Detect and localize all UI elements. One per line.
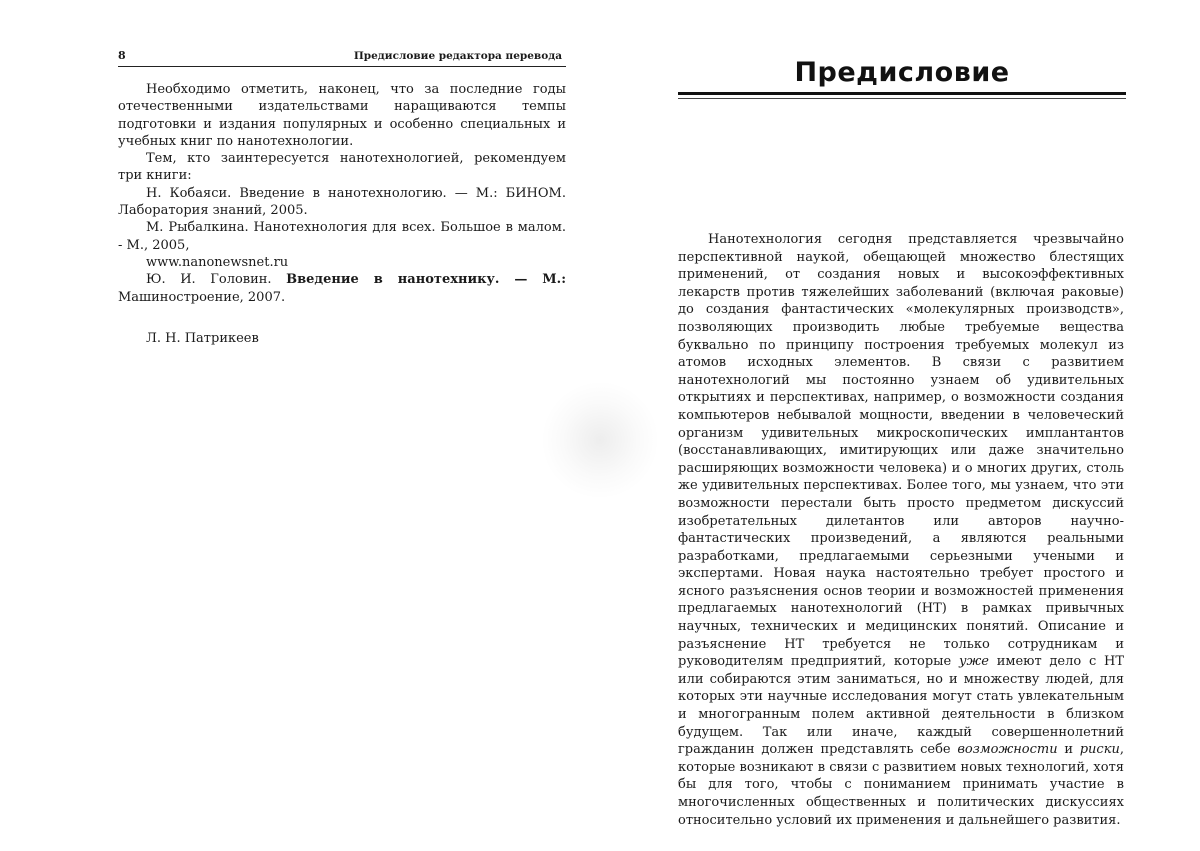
title-rule-thin [678,98,1126,99]
preface-paragraph [678,231,1124,829]
emphasis-text: уже [958,654,989,670]
reference-item [118,271,566,306]
emphasis-text: риски [1079,742,1120,758]
reference-item: Н. Кобаяси. Введение в нанотехнологию. — М.: БИНОМ. Лаборатория знаний, 2005. [118,185,566,219]
left-page-body [118,81,566,347]
running-head [118,48,566,67]
running-title: Предисловие редактора перевода [353,50,562,62]
reference-author: Ю. И. Головин. [146,272,287,288]
page-number: 8 [118,49,126,62]
body-text: , которые возникают в связи с развитием новых технологий, хотя бы для того, чтобы с пониманием принимать участие в многочисленных общественных и политических дискуссиях относительно условий их применения и дальнейшего развития. [678,742,1124,828]
body-text: имеют дело с НТ или собираются этим заниматься, но и множеству людей, для которых эти научные исследования могут стать увлекательным и многогранным полем активной деятельности в близком будущем. Так или иначе, каждый совершеннолетний гражданин должен представлять себе [678,654,1124,758]
scan-smudge [540,380,660,500]
reference-item: М. Рыбалкина. Нанотехнология для всех. Большое в малом. - М., 2005, [118,220,566,253]
right-page [678,56,1126,828]
chapter-title: Предисловие [794,57,1010,88]
paragraph: Тем, кто заинтересуется нанотехнологией, рекомендуем три книги: [118,151,566,184]
left-page [118,48,566,347]
signature: Л. Н. Патрикеев [146,330,259,346]
reference-publisher: Машиностроение, 2007. [118,289,286,305]
reference-title: Введение в нанотехнику. — М.: [286,272,567,288]
body-text: Нанотехнология сегодня представляется чрезвычайно перспективной наукой, обещающей множество блестящих применений, от создания новых и высокоэффективных лекарств против тяжелейших заболеваний (включая раковые) до создания фантастических «молекулярных производств», позволяющих производить любые требуемые вещества буквально по принципу построения требуемых молекул из атомов исходных элементов. В связи с развитием нанотехнологий мы постоянно узнаем об удивительных открытиях и перспективах, например, о возможности создания компьютеров небывалой мощности, введении в человеческий организм удивительных микроскопических имплантантов (восстанавливающих, имитирующих или даже значительно расширяющих возможности человека) и о многих других, столь же удивительных перспективах. Более того, мы узнаем, что эти возможности перестали быть просто предметом дискуссий изобретательных дилетантов или авторов научно-фантастических произведений, а являются реальными разработками, предлагаемыми серьезными учеными и экспертами. Новая наука настоятельно требует простого и ясного разъяснения основ теории и возможностей применения предлагаемых нанотехнологий (НТ) в рамках привычных научных, технических и медицинских понятий. Описание и разъяснение НТ требуется не только сотрудникам и руководителям предприятий, которые [678,232,1124,670]
paragraph: Необходимо отметить, наконец, что за последние годы отечественными издательствами наращиваются темпы подготовки и издания популярных и особенно специальных и учебных книг по нанотехнологии. [118,82,566,149]
body-text: и [1057,742,1080,758]
emphasis-text: возможности [957,742,1058,758]
reference-url: www.nanonewsnet.ru [146,254,289,270]
title-rule-thick [678,92,1126,95]
